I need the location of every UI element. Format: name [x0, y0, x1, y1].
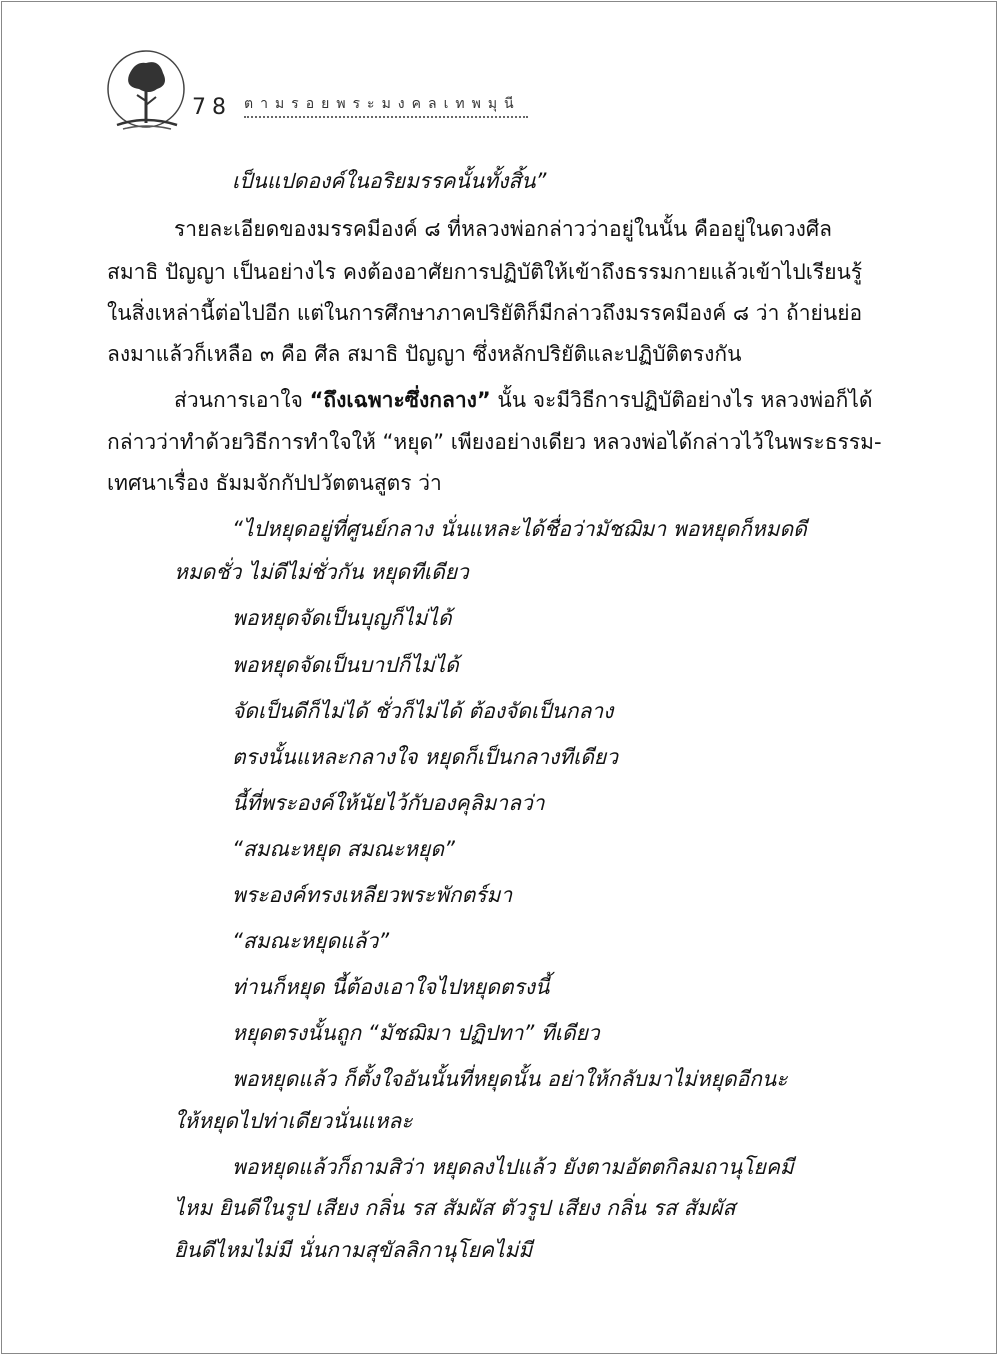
- text-span: ส่วนการเอาใจ: [174, 388, 310, 412]
- quote-line: พระองค์ทรงเหลียวพระพักตร์มา: [232, 883, 513, 907]
- quote-line: ไหม ยินดีในรูป เสียง กลิ่น รส สัมผัส ตัวรูป เสียง กลิ่น รส สัมผัส: [174, 1196, 736, 1220]
- quote-line: ตรงนั้นแหละกลางใจ หยุดก็เป็นกลางทีเดียว: [232, 745, 619, 769]
- running-title: ตามรอยพระมงคลเทพมุนี: [244, 96, 521, 112]
- bold-phrase: “ถึงเฉพาะซึ่งกลาง”: [309, 388, 491, 412]
- quote-line: พอหยุดแล้วก็ถามสิว่า หยุดลงไปแล้ว ยังตามอัตตกิลมถานุโยคมี: [232, 1155, 794, 1179]
- paragraph-line: ในสิ่งเหล่านี้ต่อไปอีก แต่ในการศึกษาภาคปริยัติก็มีกล่าวถึงมรรคมีองค์ ๘ ว่า ถ้าย่นย่อ: [107, 301, 863, 325]
- quote-line: หยุดตรงนั้นถูก “มัชฌิมา ปฏิปทา” ทีเดียว: [232, 1021, 600, 1045]
- quote-line: “ไปหยุดอยู่ที่ศูนย์กลาง นั่นแหละได้ชื่อว่ามัชฌิมา พอหยุดก็หมดดี: [232, 517, 807, 541]
- text-span: นั้น จะมีวิธีการปฏิบัติอย่างไร หลวงพ่อก็ได้: [490, 388, 873, 412]
- quote-line: “สมณะหยุดแล้ว”: [232, 929, 390, 953]
- text-line: เป็นแปดองค์ในอริยมรรคนั้นทั้งสิ้น”: [232, 169, 547, 193]
- quote-line: ท่านก็หยุด นี้ต้องเอาใจไปหยุดตรงนี้: [232, 975, 550, 999]
- quote-line: ยินดีไหมไม่มี นั่นกามสุขัลลิกานุโยคไม่มี: [174, 1238, 533, 1262]
- quote-line: พอหยุดจัดเป็นบุญก็ไม่ได้: [232, 606, 452, 630]
- paragraph-line: รายละเอียดของมรรคมีองค์ ๘ ที่หลวงพ่อกล่าวว่าอยู่ในนั้น คืออยู่ในดวงศีล: [174, 217, 833, 241]
- quote-line: จัดเป็นดีก็ไม่ได้ ชั่วก็ไม่ได้ ต้องจัดเป็นกลาง: [232, 699, 614, 723]
- quote-line: “สมณะหยุด สมณะหยุด”: [232, 837, 455, 861]
- paragraph-line: เทศนาเรื่อง ธัมมจักกัปปวัตตนสูตร ว่า: [107, 471, 442, 495]
- quote-line: พอหยุดแล้ว ก็ตั้งใจอันนั้นที่หยุดนั้น อย่าให้กลับมาไม่หยุดอีกนะ: [232, 1067, 788, 1091]
- quote-line: พอหยุดจัดเป็นบาปก็ไม่ได้: [232, 653, 459, 677]
- paragraph-line: สมาธิ ปัญญา เป็นอย่างไร คงต้องอาศัยการปฏิบัติให้เข้าถึงธรรมกายแล้วเข้าไปเรียนรู้: [107, 260, 863, 284]
- page-number: 78: [192, 95, 232, 120]
- paragraph-line: [174, 385, 873, 415]
- tree-logo-icon: [103, 45, 189, 137]
- header-dotted-rule: [244, 108, 528, 118]
- paragraph-line: กล่าวว่าทำด้วยวิธีการทำใจให้ “หยุด” เพียงอย่างเดียว หลวงพ่อได้กล่าวไว้ในพระธรรม-: [107, 430, 882, 454]
- paragraph-line: ลงมาแล้วก็เหลือ ๓ คือ ศีล สมาธิ ปัญญา ซึ่งหลักปริยัติและปฏิบัติตรงกัน: [107, 342, 742, 366]
- quote-line: นี้ที่พระองค์ให้นัยไว้กับองคุลิมาลว่า: [232, 791, 545, 815]
- quote-line: ให้หยุดไปท่าเดียวนั่นแหละ: [174, 1109, 413, 1133]
- quote-line: หมดชั่ว ไม่ดีไม่ชั่วกัน หยุดทีเดียว: [174, 560, 469, 584]
